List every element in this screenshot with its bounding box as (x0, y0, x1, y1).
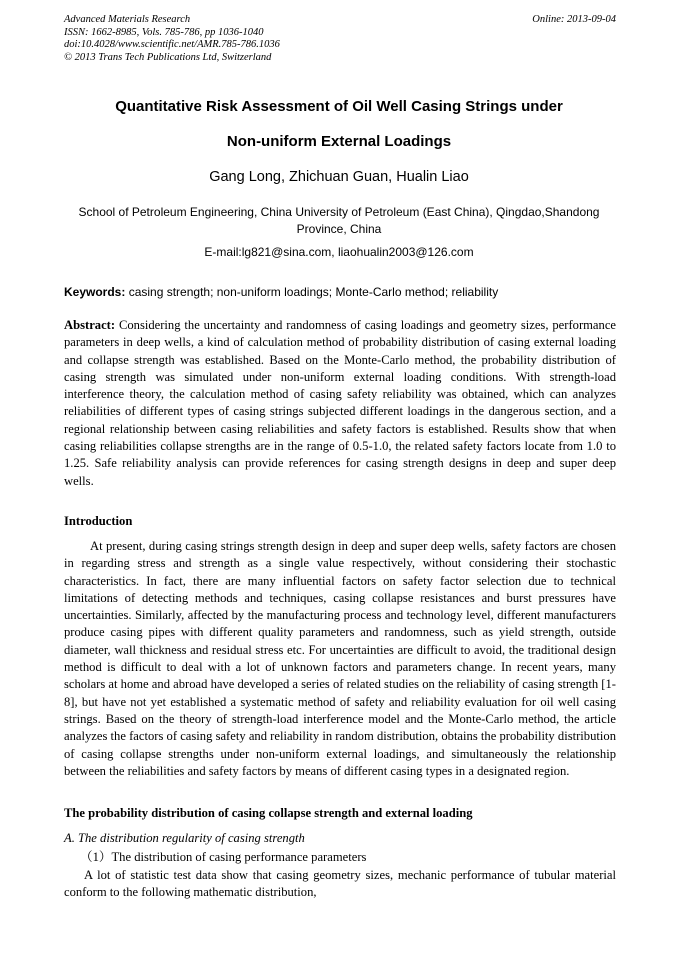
section-heading: The probability distribution of casing collapse strength and external loading (64, 806, 473, 820)
title-line-1: Quantitative Risk Assessment of Oil Well Casing Strings under (115, 98, 563, 115)
journal-copyright: © 2013 Trans Tech Publications Ltd, Switzerland (64, 51, 272, 63)
keywords (64, 284, 616, 300)
author-email: E-mail:lg821@sina.com, liaohualin2003@126.com (204, 245, 474, 259)
online-date: Online: 2013-09-04 (532, 14, 616, 25)
abstract-text: Considering the uncertainty and randomness of casing loadings and geometry sizes, performance parameters in deep wells, a kind of calculation method of probability distribution of casing external loading and collapse strength was established. Based on the Monte-Carlo method, the probability distribution of casing strength was simulated under non-uniform external loading conditions. With strength-load interference theory, the calculation method of casing safety reliability was obtained, which can analyzes reliabilities of different types of casing strings subjected different loadings in the dangerous section, and a regional relationship between casing reliabilities and safety factors is established. Results show that when casing reliabilities collapse strengths are in the range of 0.5-1.0, the related safety factors locate from 1.0 to 1.25. Safe reliability analysis can provide references for casing strength designs in deep and super deep wells. (64, 318, 616, 488)
affiliation: School of Petroleum Engineering, China University of Petroleum (East China), Qingdao,Shandong Province, China (78, 205, 600, 236)
journal-doi: doi:10.4028/www.scientific.net/AMR.785-786.1036 (64, 39, 280, 50)
subsection-1-heading: （1）The distribution of casing performance parameters (80, 850, 367, 864)
journal-issn: ISSN: 1662-8985, Vols. 785-786, pp 1036-1040 (64, 26, 264, 38)
authors: Gang Long, Zhichuan Guan, Hualin Liao (209, 169, 469, 185)
body-paragraph: A lot of statistic test data show that casing geometry sizes, mechanic performance of tubular material conform to the following mathematic distribution, (64, 868, 616, 900)
title-line-2: Non-uniform External Loadings (226, 133, 452, 150)
subsection-a-heading: A. The distribution regularity of casing strength (64, 831, 305, 845)
journal-name: Advanced Materials Research (64, 14, 191, 25)
paper-title (64, 89, 614, 159)
keywords-label: Keywords: (64, 285, 126, 299)
keywords-text: casing strength; non-uniform loadings; Monte-Carlo method; reliability (125, 285, 499, 299)
abstract-label: Abstract: (64, 318, 116, 332)
journal-header (64, 14, 616, 64)
intro-paragraph: At present, during casing strings strength design in deep and super deep wells, safety factors are chosen in regarding stress and strength as a single value respectively, without considering their stochastic characteristics. In fact, there are many influential factors on safety factor selection due to technical limitations of detecting methods and techniques, casing collapse resistances and burst pressures have uncertainties. Similarly, affected by the manufacturing process and technology level, different manufacturers produce casing pipes with different quality parameters and randomness, such as yield strength, outside diameter, wall thickness and residual stress etc. For uncertainties are difficult to avoid, the traditional design method is difficult to deal with a lot of unknown factors and parameters change. In recent years, many scholars at home and abroad have developed a series of related studies on the reliability of casing strength [1-8], but have not yet established a systematic method of safety and reliability evaluation for oil well casing strings. Based on the theory of strength-load interference model and the Monte-Carlo method, the article analyzes the factors of casing safety and reliability in random distribution, obtains the probability distribution of casing collapse strengths under non-uniform external loadings, and simultaneously the relationship between the reliabilities and safety factors by means of different casing types in a designated region. (64, 539, 616, 778)
intro-heading: Introduction (64, 514, 133, 528)
abstract (64, 317, 616, 490)
